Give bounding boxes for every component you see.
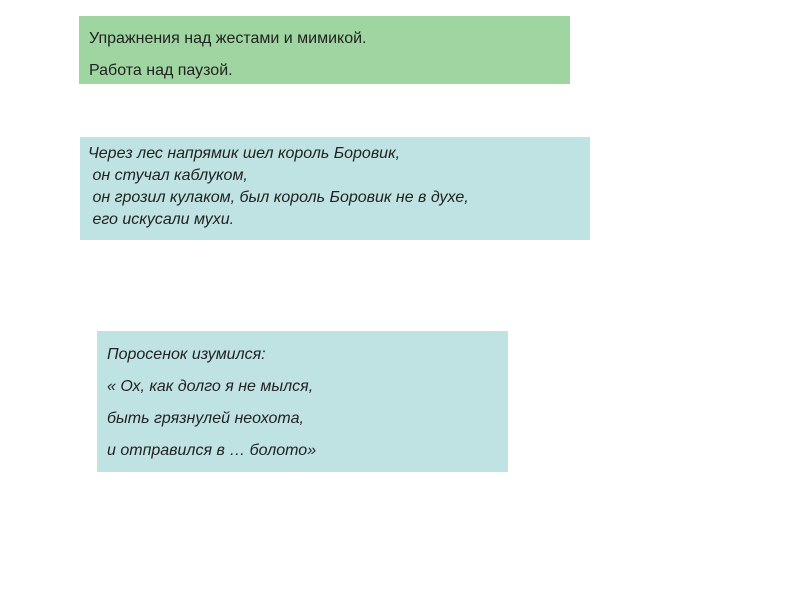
verse-line: Через лес напрямик шел король Боровик, xyxy=(88,145,401,162)
verse-box-piglet xyxy=(97,331,508,472)
verse-line: « Ох, как долго я не мылся, xyxy=(107,378,314,395)
verse-line: он грозил кулаком, был король Боровик не в духе, xyxy=(88,189,469,206)
verse-line: он стучал каблуком, xyxy=(88,167,248,184)
exercise-title-box xyxy=(79,16,570,84)
verse-line: быть грязнулей неохота, xyxy=(107,410,304,427)
verse-line: и отправился в … болото» xyxy=(107,442,317,459)
exercise-subtitle-line: Работа над паузой. xyxy=(89,62,233,79)
verse-line: его искусали мухи. xyxy=(88,211,235,228)
verse-box-borovik xyxy=(80,137,590,240)
exercise-title-line: Упражнения над жестами и мимикой. xyxy=(89,30,367,47)
verse-line: Поросенок изумился: xyxy=(107,346,266,363)
